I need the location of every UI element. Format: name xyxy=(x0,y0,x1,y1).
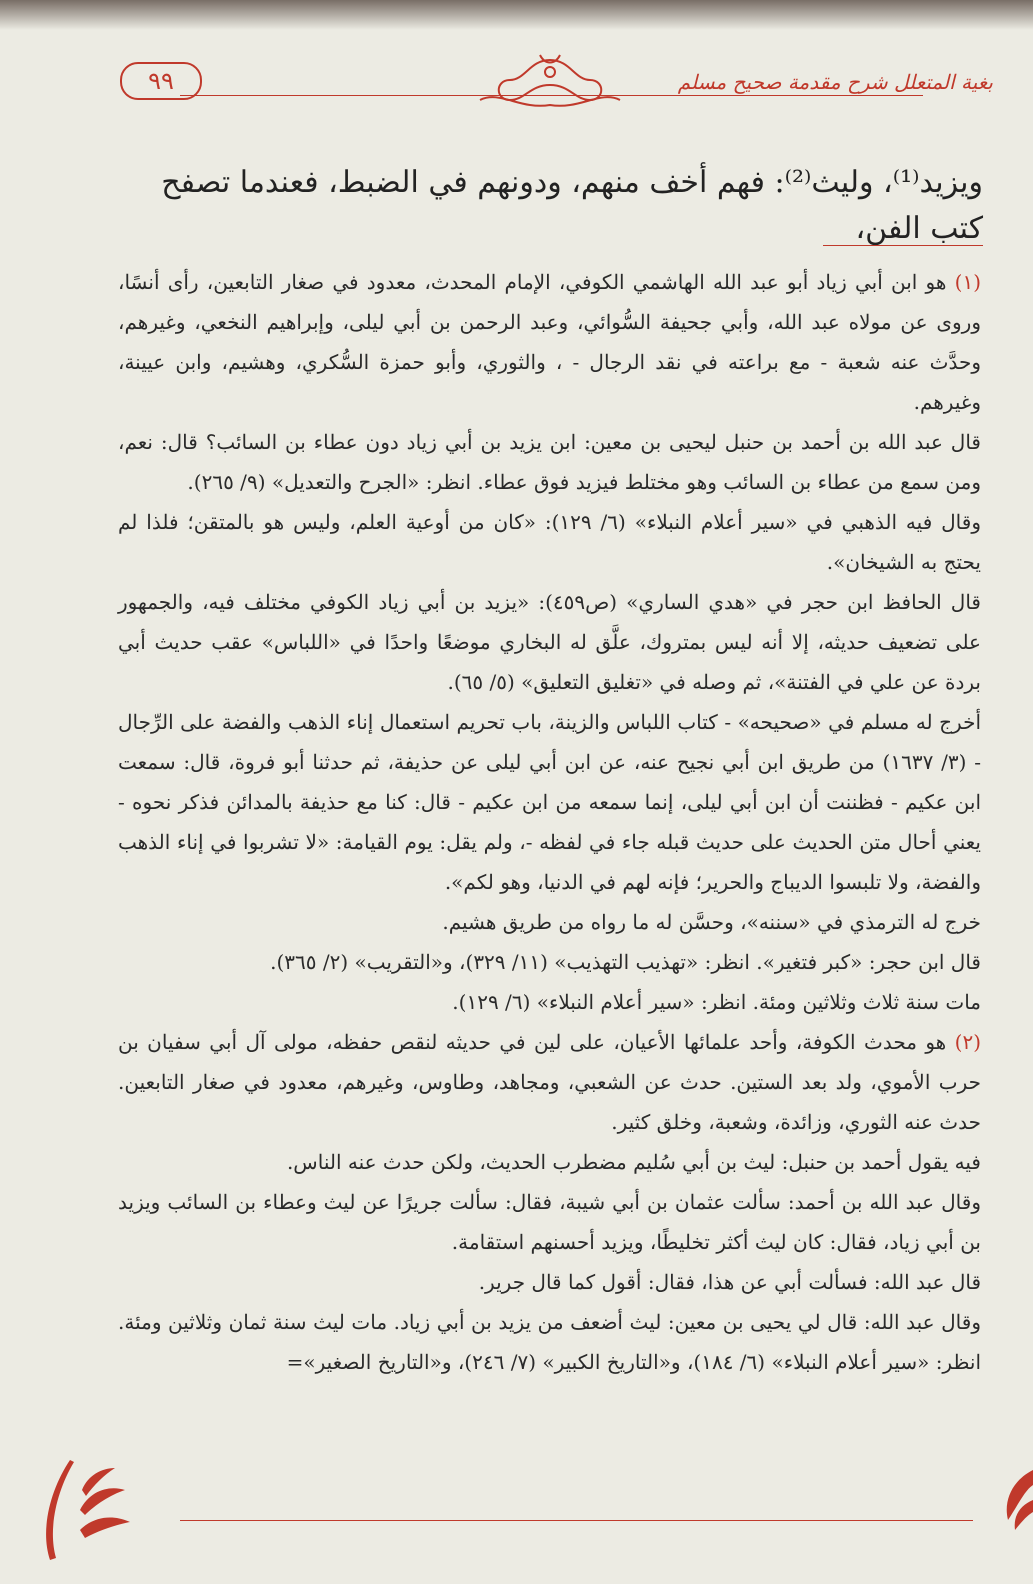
footnote-paragraph: وقال فيه الذهبي في «سير أعلام النبلاء» (٦/ ١٢٩): «كان من أوعية العلم، وليس هو بالمتقن؛ فلذا لم يحتج به الشيخان». xyxy=(118,510,981,574)
footnote-text: هو محدث الكوفة، وأحد علمائها الأعيان، على لين في حديثه لنقص حفظه، مولى آل أبي سفيان بن حرب الأموي، ولد بعد الستين. حدث عن الشعبي، ومجاهد، وطاوس، وغيرهم، معدود في صغار التابعين. حدث عنه الثوري، وزائدة، وشعبة، وخلق كثير. xyxy=(118,1030,981,1134)
footnote-paragraph: قال ابن حجر: «كبر فتغير». انظر: «تهذيب التهذيب» (١١/ ٣٢٩)، و«التقريب» (٢/ ٣٦٥). xyxy=(270,950,981,974)
book-title: بغية المتعلل شرح مقدمة صحيح مسلم xyxy=(677,70,993,94)
footnote-paragraph: أخرج له مسلم في «صحيحه» - كتاب اللباس والزينة، باب تحريم استعمال إناء الذهب والفضة على الرِّجال - (٣/ ١٦٣٧) من طريق ابن أبي نجيح عنه، عن ابن أبي ليلى عن حذيفة، ثم حدثنا أبو فروة، قال: سمعت ابن عكيم - فظننت أن ابن أبي ليلى، إنما سمعه من ابن عكيم - قال: كنا مع حذيفة بالمدائن فذكر نحوه - يعني أحال متن الحديث على حديث قبله جاء في لفظه -، ولم يقل: يوم القيامة: «لا تشربوا في إناء الذهب والفضة، ولا تلبسوا الديباج والحرير؛ فإنه لهم في الدنيا، وهو لكم». xyxy=(118,710,981,894)
footnote-paragraph: وقال عبد الله: قال لي يحيى بن معين: ليث أضعف من يزيد بن أبي زياد. مات ليث سنة ثمان وثلاثين ومئة. انظر: «سير أعلام النبلاء» (٦/ ١٨٤)، و«التاريخ الكبير» (٧/ ٢٤٦)، و«التاريخ الصغير»= xyxy=(118,1310,981,1374)
main-text: ويزيد⁽¹⁾، وليث⁽²⁾: فهم أخف منهم، ودونهم في الضبط، فعندما تصفح كتب الفن، xyxy=(161,165,983,246)
footnote-paragraph: فيه يقول أحمد بن حنبل: ليث بن أبي سُليم مضطرب الحديث، ولكن حدث عنه الناس. xyxy=(286,1150,981,1174)
footnote-paragraph: وقال عبد الله بن أحمد: سألت عثمان بن أبي شيبة، فقال: سألت جريرًا عن ليث وعطاء بن السائب ويزيد بن أبي زياد، فقال: كان ليث أكثر تخليطًا، ويزيد أحسنهم استقامة. xyxy=(118,1190,981,1254)
footnote-paragraph: خرج له الترمذي في «سننه»، وحسَّن له ما رواه من طريق هشيم. xyxy=(442,910,981,934)
page-number: ٩٩ xyxy=(120,62,202,100)
footer-rule xyxy=(180,1520,973,1521)
footnote-separator xyxy=(823,245,983,246)
footnote-number: (٢) xyxy=(954,1030,982,1054)
footnote-paragraph: مات سنة ثلاث وثلاثين ومئة. انظر: «سير أعلام النبلاء» (٦/ ١٢٩). xyxy=(452,990,981,1014)
footnote-text: هو ابن أبي زياد أبو عبد الله الهاشمي الكوفي، الإمام المحدث، معدود في صغار التابعين، رأى أنسًا، وروى عن مولاه عبد الله، وأبي جحيفة السُّوائي، وعبد الرحمن بن أبي ليلى، وإبراهيم النخعي، وغيرهم، وحدَّث عنه شعبة - مع براعته في نقد الرجال - ، والثوري، وأبو حمزة السُّكري، وهشيم، وابن عيينة، وغيرهم. xyxy=(118,270,981,414)
footnote-paragraph: قال الحافظ ابن حجر في «هدي الساري» (ص٤٥٩): «يزيد بن أبي زياد الكوفي مختلف فيه، والجمهور على تضعيف حديثه، إلا أنه ليس بمتروك، علَّق له البخاري موضعًا واحدًا في «اللباس» عقب حديث أبي بردة عن علي في الفتنة»، ثم وصله في «تغليق التعليق» (٥/ ٦٥). xyxy=(118,590,981,694)
footnote-paragraph xyxy=(118,1022,981,1142)
footnote-number: (١) xyxy=(954,270,982,294)
corner-ornament-icon xyxy=(30,1450,150,1570)
footnote-paragraph xyxy=(118,262,981,422)
footnote-paragraph: قال عبد الله: فسألت أبي عن هذا، فقال: أقول كما قال جرير. xyxy=(478,1270,981,1294)
page-header xyxy=(120,50,993,130)
corner-ornament-icon xyxy=(973,1460,1033,1540)
floral-ornament-icon xyxy=(470,50,630,120)
footnote-paragraph: قال عبد الله بن أحمد بن حنبل ليحيى بن معين: ابن يزيد بن أبي زياد دون عطاء بن السائب؟ قال: نعم، ومن سمع من عطاء بن السائب وهو مختلط فيزيد فوق عطاء. انظر: «الجرح والتعديل» (٩/ ٢٦٥). xyxy=(118,430,981,494)
footnotes xyxy=(118,262,981,1382)
